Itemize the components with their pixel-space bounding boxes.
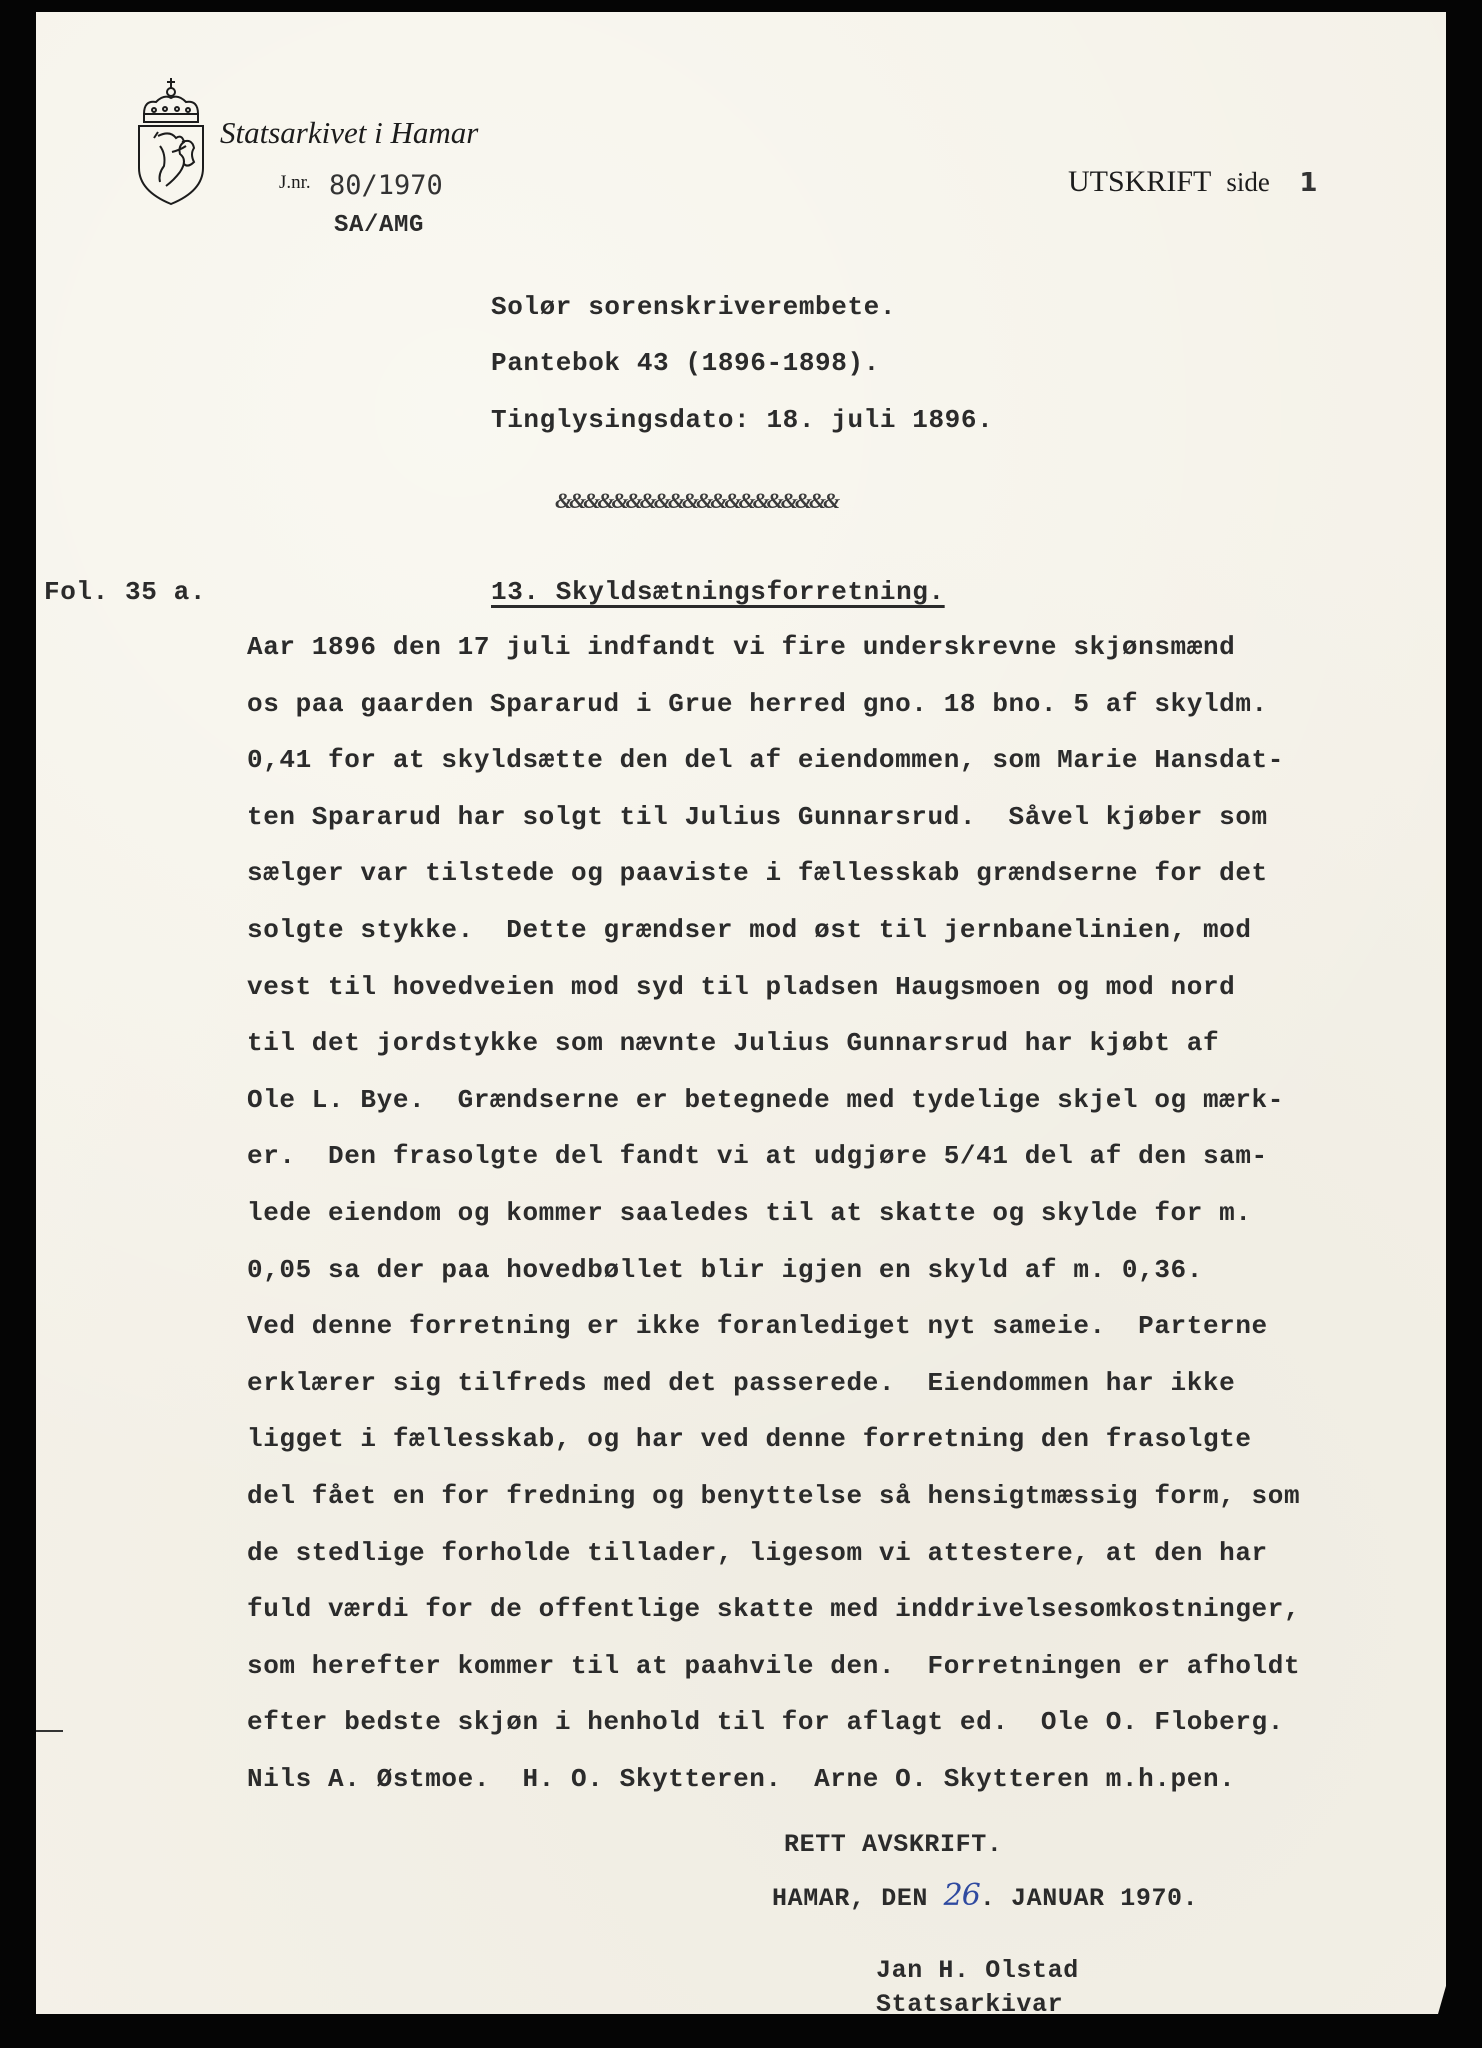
journal-number-label: J.nr. xyxy=(279,172,311,193)
date-suffix: . JANUAR 1970. xyxy=(979,1884,1199,1913)
body-line: fuld værdi for de offentlige skatte med inddrivelsesomkostninger, xyxy=(247,1594,1301,1625)
date-prefix: HAMAR, DEN xyxy=(772,1884,944,1913)
body-line: ligget i fællesskab, og har ved denne forretning den frasolgte xyxy=(247,1424,1252,1455)
body-line: 0,41 for at skyldsætte den del af eiendommen, som Marie Hansdat- xyxy=(247,745,1284,776)
utskrift-label: UTSKRIFT xyxy=(1068,165,1211,198)
body-line: lede eiendom og kommer saaledes til at skatte og skylde for m. xyxy=(247,1197,1252,1228)
certified-copy-statement: RETT AVSKRIFT. xyxy=(784,1830,1003,1859)
folio-reference: Fol. 35 a. xyxy=(44,577,207,607)
side-label: side xyxy=(1226,167,1270,197)
coat-of-arms-icon xyxy=(136,76,206,206)
signer-name: Jan H. Olstad xyxy=(876,1956,1079,1985)
body-line: 0,05 sa der paa hovedbøllet blir igjen en skyld af m. 0,36. xyxy=(247,1254,1203,1285)
body-line: solgte stykke. Dette grændser mod øst til jernbanelinien, mod xyxy=(247,914,1252,945)
mortgage-book: Pantebok 43 (1896-1898). xyxy=(491,348,880,378)
copy-page-indicator xyxy=(1068,165,1317,199)
body-line: efter bedste skjøn i henhold til for aflagt ed. Ole O. Floberg. xyxy=(247,1707,1284,1738)
page-number: 1 xyxy=(1299,168,1318,198)
institution-name: Statsarkivet i Hamar xyxy=(220,115,479,150)
body-line: vest til hovedveien mod syd til pladsen Haugsmoen og mod nord xyxy=(247,971,1236,1002)
body-line: os paa gaarden Spararud i Grue herred gno. 18 bno. 5 af skyldm. xyxy=(247,688,1268,719)
page-corner-fold xyxy=(1438,1986,1446,2014)
entry-body xyxy=(247,632,1300,1820)
certification-date xyxy=(772,1878,1198,1913)
body-line: de stedlige forholde tillader, ligesom vi attestere, at den har xyxy=(247,1537,1268,1568)
body-line: sælger var tilstede og paaviste i fællesskab grændserne for det xyxy=(247,858,1268,889)
registration-date: Tinglysingsdato: 18. juli 1896. xyxy=(491,405,994,435)
reference-code: SA/AMG xyxy=(334,212,425,239)
document-page xyxy=(36,12,1446,2019)
entry-title: 13. Skyldsætningsforretning. xyxy=(491,577,945,607)
body-line: Ole L. Bye. Grændserne er betegnede med tydelige skjel og mærk- xyxy=(247,1084,1284,1115)
body-line: er. Den frasolgte del fandt vi at udgjøre 5/41 del af den sam- xyxy=(247,1141,1268,1172)
ampersand-separator: &&&&&&&&&&&&&&&&&&&& xyxy=(555,488,838,513)
body-line: til det jordstykke som nævnte Julius Gunnarsrud har kjøbt af xyxy=(247,1028,1220,1059)
body-line: Aar 1896 den 17 juli indfandt vi fire underskrevne skjønsmænd xyxy=(247,632,1236,662)
handwritten-day: 26 xyxy=(943,1878,980,1913)
court-office: Solør sorenskriverembete. xyxy=(491,292,897,322)
body-line: Ved denne forretning er ikke foranlediget nyt sameie. Parterne xyxy=(247,1311,1268,1342)
signer-title: Statsarkivar xyxy=(876,1990,1064,2019)
body-line: del fået en for fredning og benyttelse så hensigtmæssig form, som xyxy=(247,1480,1301,1511)
body-line: som herefter kommer til at paahvile den. Forretningen er afholdt xyxy=(247,1650,1301,1681)
body-line: ten Spararud har solgt til Julius Gunnarsrud. Såvel kjøber som xyxy=(247,801,1268,832)
body-line: Nils A. Østmoe. H. O. Skytteren. Arne O. Skytteren m.h.pen. xyxy=(247,1763,1236,1794)
journal-number-value: 80/1970 xyxy=(329,170,443,201)
margin-tick-mark xyxy=(36,1730,63,1732)
body-line: erklærer sig tilfreds med det passerede. Eiendommen har ikke xyxy=(247,1367,1236,1398)
